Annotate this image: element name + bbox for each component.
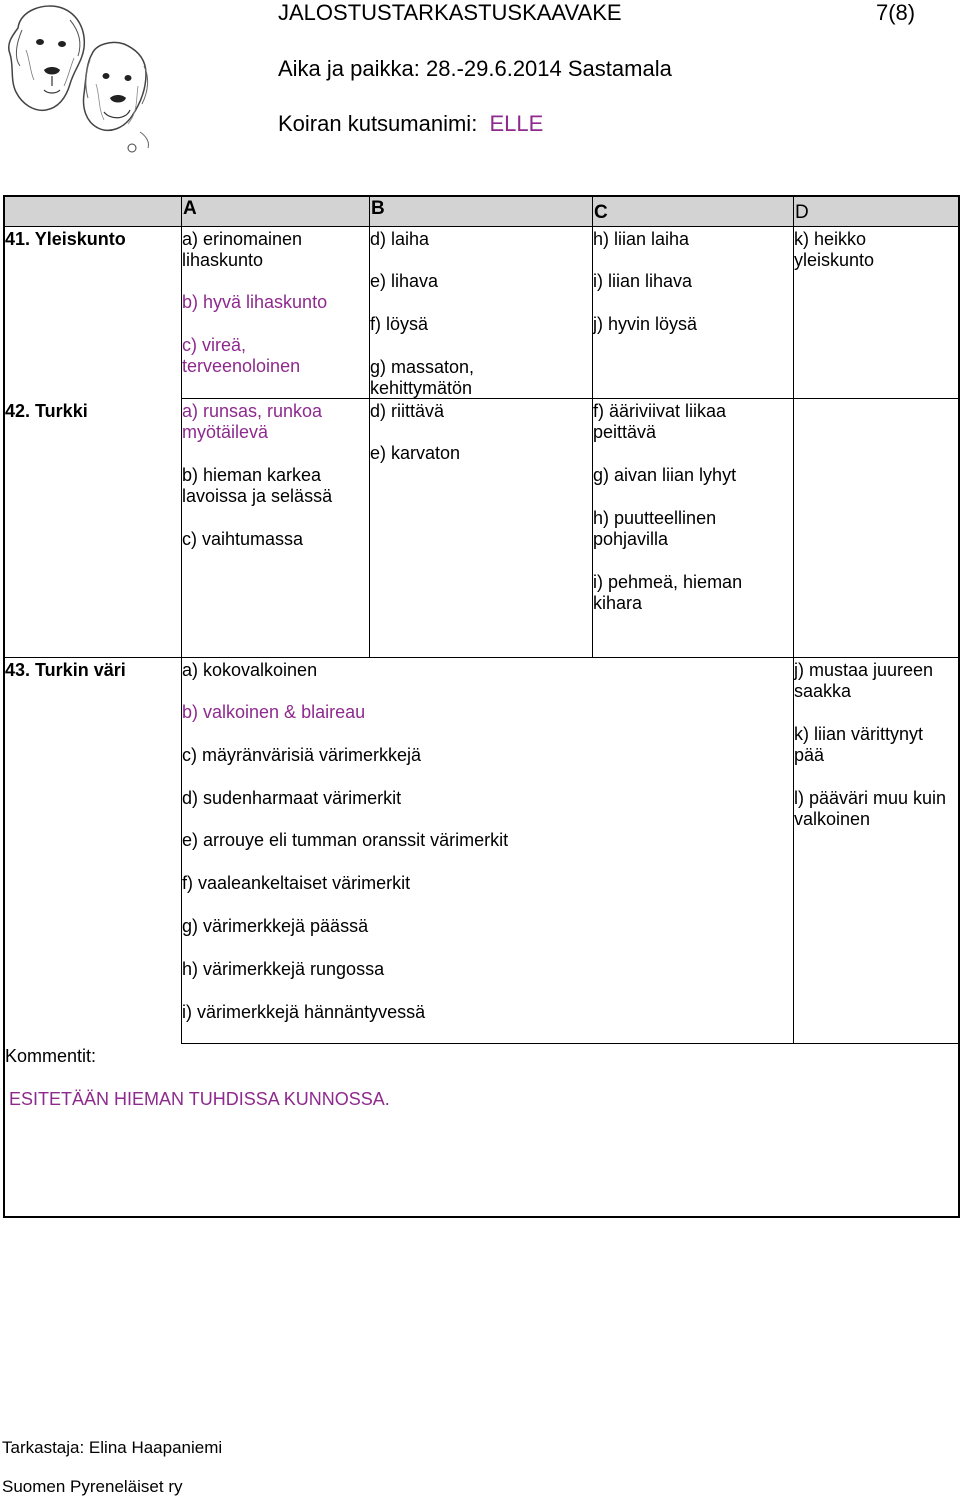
comments-label: Kommentit: (5, 1046, 97, 1066)
option-43a: a) kokovalkoinen (182, 660, 318, 680)
option-41i: i) liian lihava (593, 271, 693, 291)
option-43c: c) mäyränvärisiä värimerkkejä (182, 745, 422, 765)
option-43j: j) mustaa juureen saakka (794, 660, 934, 701)
option-42f: f) ääriviivat liikaa peittävä (593, 401, 727, 442)
option-41c: c) vireä, terveenoloinen (182, 335, 301, 376)
place-date-value: 28.-29.6.2014 Sastamala (425, 56, 672, 81)
option-43i: i) värimerkkejä hännäntyvessä (182, 1002, 426, 1022)
option-41j: j) hyvin löysä (593, 314, 698, 334)
option-42i: i) pehmeä, hieman kihara (593, 572, 743, 613)
option-42b: b) hieman karkea lavoissa ja selässä (182, 465, 333, 506)
option-43e: e) arrouye eli tumman oranssit värimerkit (182, 830, 509, 850)
page-number: 7(8) (876, 0, 916, 25)
option-42a: a) runsas, runkoa myötäilevä (182, 401, 323, 442)
option-42h: h) puutteellinen pohjavilla (593, 508, 717, 549)
row-41-col-b (368, 229, 590, 397)
option-43b: b) valkoinen & blaireau (182, 702, 366, 722)
column-header-d: D (795, 202, 809, 223)
option-43f: f) vaaleankeltaiset värimerkit (182, 873, 411, 893)
dog-name-value: ELLE (489, 111, 544, 136)
row-41-col-d (792, 229, 956, 397)
option-41d: d) laiha (370, 229, 430, 249)
inspector: Tarkastaja: Elina Haapaniemi (2, 1438, 223, 1457)
option-42d: d) riittävä (370, 401, 445, 421)
table-header-row (3, 196, 959, 227)
form-title: JALOSTUSTARKASTUSKAAVAKE (278, 0, 622, 25)
row-43-col-a (180, 660, 790, 1042)
option-41h: h) liian laiha (593, 229, 690, 249)
column-header-a: A (183, 198, 197, 219)
column-header-c: C (594, 202, 608, 223)
row-label-42: 42. Turkki (5, 401, 88, 421)
option-43l: l) pääväri muu kuin valkoinen (794, 788, 947, 829)
organization: Suomen Pyreneläiset ry (2, 1477, 183, 1496)
row-label-41: 41. Yleiskunto (5, 229, 126, 249)
row-label-43: 43. Turkin väri (5, 660, 126, 680)
place-date-label: Aika ja paikka: (278, 56, 420, 81)
dog-name-label: Koiran kutsumanimi: (278, 111, 478, 136)
row-41-col-a (180, 229, 366, 397)
option-43g: g) värimerkkejä päässä (182, 916, 369, 936)
option-41b: b) hyvä lihaskunto (182, 292, 328, 312)
row-42-col-a (180, 401, 366, 656)
row-41-col-c (591, 229, 791, 397)
option-43h: h) värimerkkejä rungossa (182, 959, 385, 979)
comments-text: ESITETÄÄN HIEMAN TUHDISSA KUNNOSSA. (9, 1089, 390, 1109)
row-42-col-b (368, 401, 590, 656)
option-41f: f) löysä (370, 314, 429, 334)
option-43k: k) liian värittynyt pää (794, 724, 924, 765)
option-41g: g) massaton, kehittymätön (370, 357, 475, 398)
option-41k: k) heikko yleiskunto (794, 229, 875, 270)
option-41a: a) erinomainen lihaskunto (182, 229, 303, 270)
option-42c: c) vaihtumassa (182, 529, 304, 549)
option-42g: g) aivan liian lyhyt (593, 465, 737, 485)
row-42-col-c (591, 401, 791, 656)
row-43-col-d (792, 660, 958, 1042)
column-header-b: B (371, 198, 385, 219)
option-43d: d) sudenharmaat värimerkit (182, 788, 402, 808)
option-41e: e) lihava (370, 271, 439, 291)
option-42e: e) karvaton (370, 443, 461, 463)
